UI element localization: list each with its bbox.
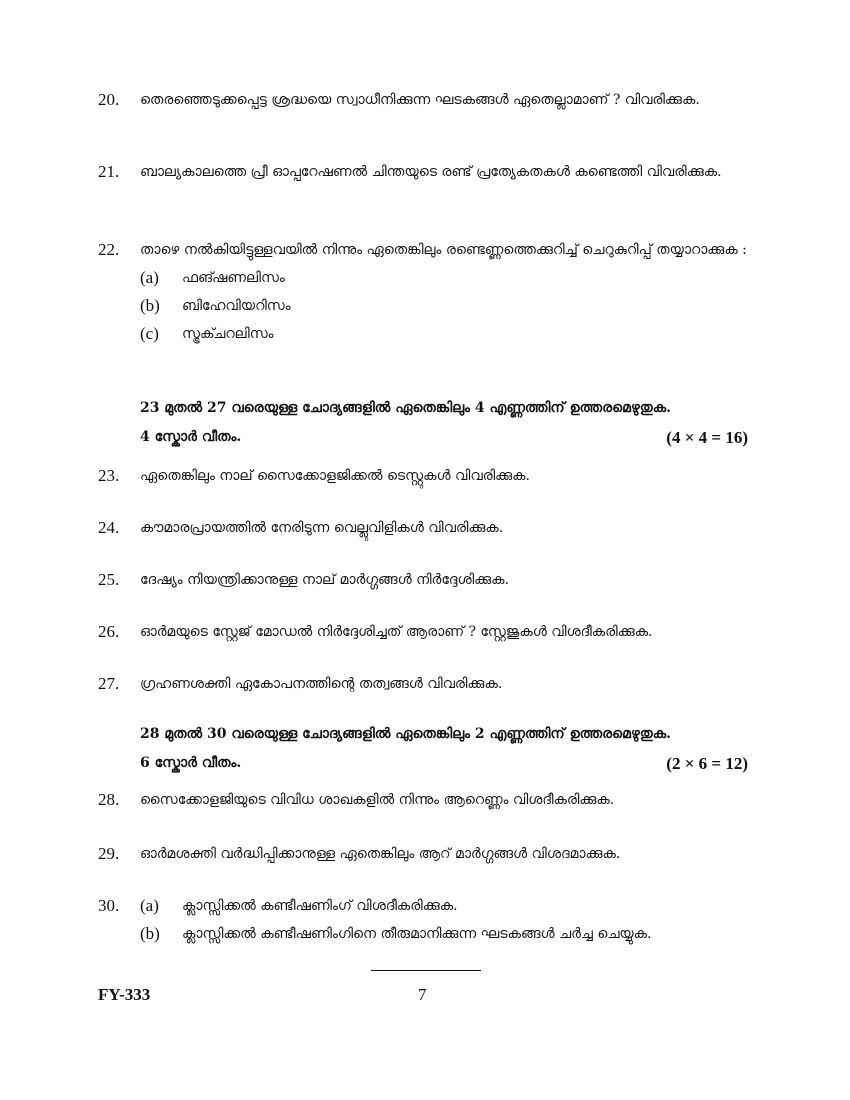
section-instruction-1 — [140, 394, 748, 452]
option-label: (c) — [140, 324, 159, 343]
question-25 — [98, 566, 748, 594]
question-29 — [98, 840, 748, 868]
question-28 — [98, 786, 748, 814]
question-text: ദേഷ്യം നിയന്ത്രിക്കാനുള്ള നാല് മാർഗ്ഗങ്ങൾ നിർദ്ദേശിക്കുക. — [140, 572, 509, 588]
question-number: 20. — [98, 90, 120, 109]
page-number: 7 — [418, 985, 427, 1004]
question-number: 21. — [98, 162, 120, 181]
question-number: 29. — [98, 844, 120, 863]
section-instruction-text: 23 മുതൽ 27 വരെയുള്ള ചോദ്യങ്ങളിൽ ഏതെങ്കിലും 4 എണ്ണത്തിന് ഉത്തരമെഴുതുക. — [140, 400, 672, 416]
option-a — [140, 264, 748, 292]
question-number: 22. — [98, 240, 120, 259]
section-marks: (2 × 6 = 12) — [666, 754, 748, 773]
question-23 — [98, 462, 748, 490]
option-b — [140, 292, 748, 320]
option-text: ക്ലാസ്സിക്കൽ കണ്ടീഷണിംഗ് വിശദീകരിക്കുക. — [182, 898, 458, 914]
option-text: ക്ലാസ്സിക്കൽ കണ്ടീഷണിംഗിനെ തീരുമാനിക്കുന്ന ഘടകങ്ങൾ ചർച്ച ചെയ്യുക. — [182, 926, 652, 942]
question-30 — [98, 892, 748, 948]
question-27 — [98, 670, 748, 698]
question-text: ഓർമയുടെ സ്റ്റേജ് മോഡൽ നിർദ്ദേശിച്ചത് ആരാണ് ? സ്റ്റേജുകൾ വിശദീകരിക്കുക. — [140, 624, 653, 640]
question-text: താഴെ നൽകിയിട്ടുള്ളവയിൽ നിന്നും ഏതെങ്കിലും രണ്ടെണ്ണത്തെക്കുറിച്ച് ചെറുകുറിപ്പ് തയ്യാറാക്കുക : — [140, 242, 747, 258]
option-c — [140, 320, 748, 348]
question-text: ബാല്യകാലത്തെ പ്രീ ഓപ്പറേഷണൽ ചിന്തയുടെ രണ്ട് പ്രത്യേകതകൾ കണ്ടെത്തി വിവരിക്കുക. — [140, 164, 722, 180]
section-score: 4 സ്കോർ വീതം. — [140, 429, 242, 445]
question-number: 24. — [98, 518, 120, 537]
option-label: (b) — [140, 924, 160, 943]
question-text: ഗ്രഹണശക്തി ഏകോപനത്തിന്റെ തത്വങ്ങൾ വിവരിക്കുക. — [140, 676, 503, 692]
question-text: ഓർമശക്തി വർദ്ധിപ്പിക്കാനുള്ള ഏതെങ്കിലും ആറ് മാർഗ്ഗങ്ങൾ വിശദമാക്കുക. — [140, 846, 621, 862]
option-label: (a) — [140, 268, 159, 287]
question-number: 27. — [98, 674, 120, 693]
option-label: (a) — [140, 896, 159, 915]
question-text: സൈക്കോളജിയുടെ വിവിധ ശാഖകളിൽ നിന്നും ആറെണ്ണം വിശദീകരിക്കുക. — [140, 792, 615, 808]
option-text: ഫങ്ഷണലിസം — [182, 270, 285, 286]
option-text: സ്ട്രക്ചറലിസം — [182, 326, 274, 342]
section-score: 6 സ്കോർ വീതം. — [140, 755, 242, 771]
question-text: തെരഞ്ഞെടുക്കപ്പെട്ട ശ്രദ്ധയെ സ്വാധീനിക്കുന്ന ഘടകങ്ങൾ ഏതെല്ലാമാണ് ? വിവരിക്കുക. — [140, 92, 700, 108]
section-instruction-2 — [140, 720, 748, 778]
option-label: (b) — [140, 296, 160, 315]
paper-code: FY-333 — [98, 985, 151, 1004]
question-number: 25. — [98, 570, 120, 589]
question-text: കൗമാരപ്രായത്തിൽ നേരിടുന്ന വെല്ലുവിളികൾ വിവരിക്കുക. — [140, 520, 504, 536]
question-20 — [98, 86, 748, 114]
option-a — [140, 892, 748, 920]
section-marks: (4 × 4 = 16) — [666, 428, 748, 447]
option-text: ബിഹേവിയറിസം — [182, 298, 291, 314]
section-instruction-text: 28 മുതൽ 30 വരെയുള്ള ചോദ്യങ്ങളിൽ ഏതെങ്കിലും 2 എണ്ണത്തിന് ഉത്തരമെഴുതുക. — [140, 726, 672, 742]
question-number: 26. — [98, 622, 120, 641]
question-22 — [98, 236, 748, 348]
option-b — [140, 920, 748, 948]
question-26 — [98, 618, 748, 646]
question-21 — [98, 158, 748, 186]
question-number: 28. — [98, 790, 120, 809]
question-number: 23. — [98, 466, 120, 485]
question-text: ഏതെങ്കിലും നാല് സൈക്കോളജിക്കൽ ടെസ്റ്റുകൾ വിവരിക്കുക. — [140, 468, 530, 484]
footer-divider — [371, 970, 481, 971]
question-24 — [98, 514, 748, 542]
question-number: 30. — [98, 896, 120, 915]
